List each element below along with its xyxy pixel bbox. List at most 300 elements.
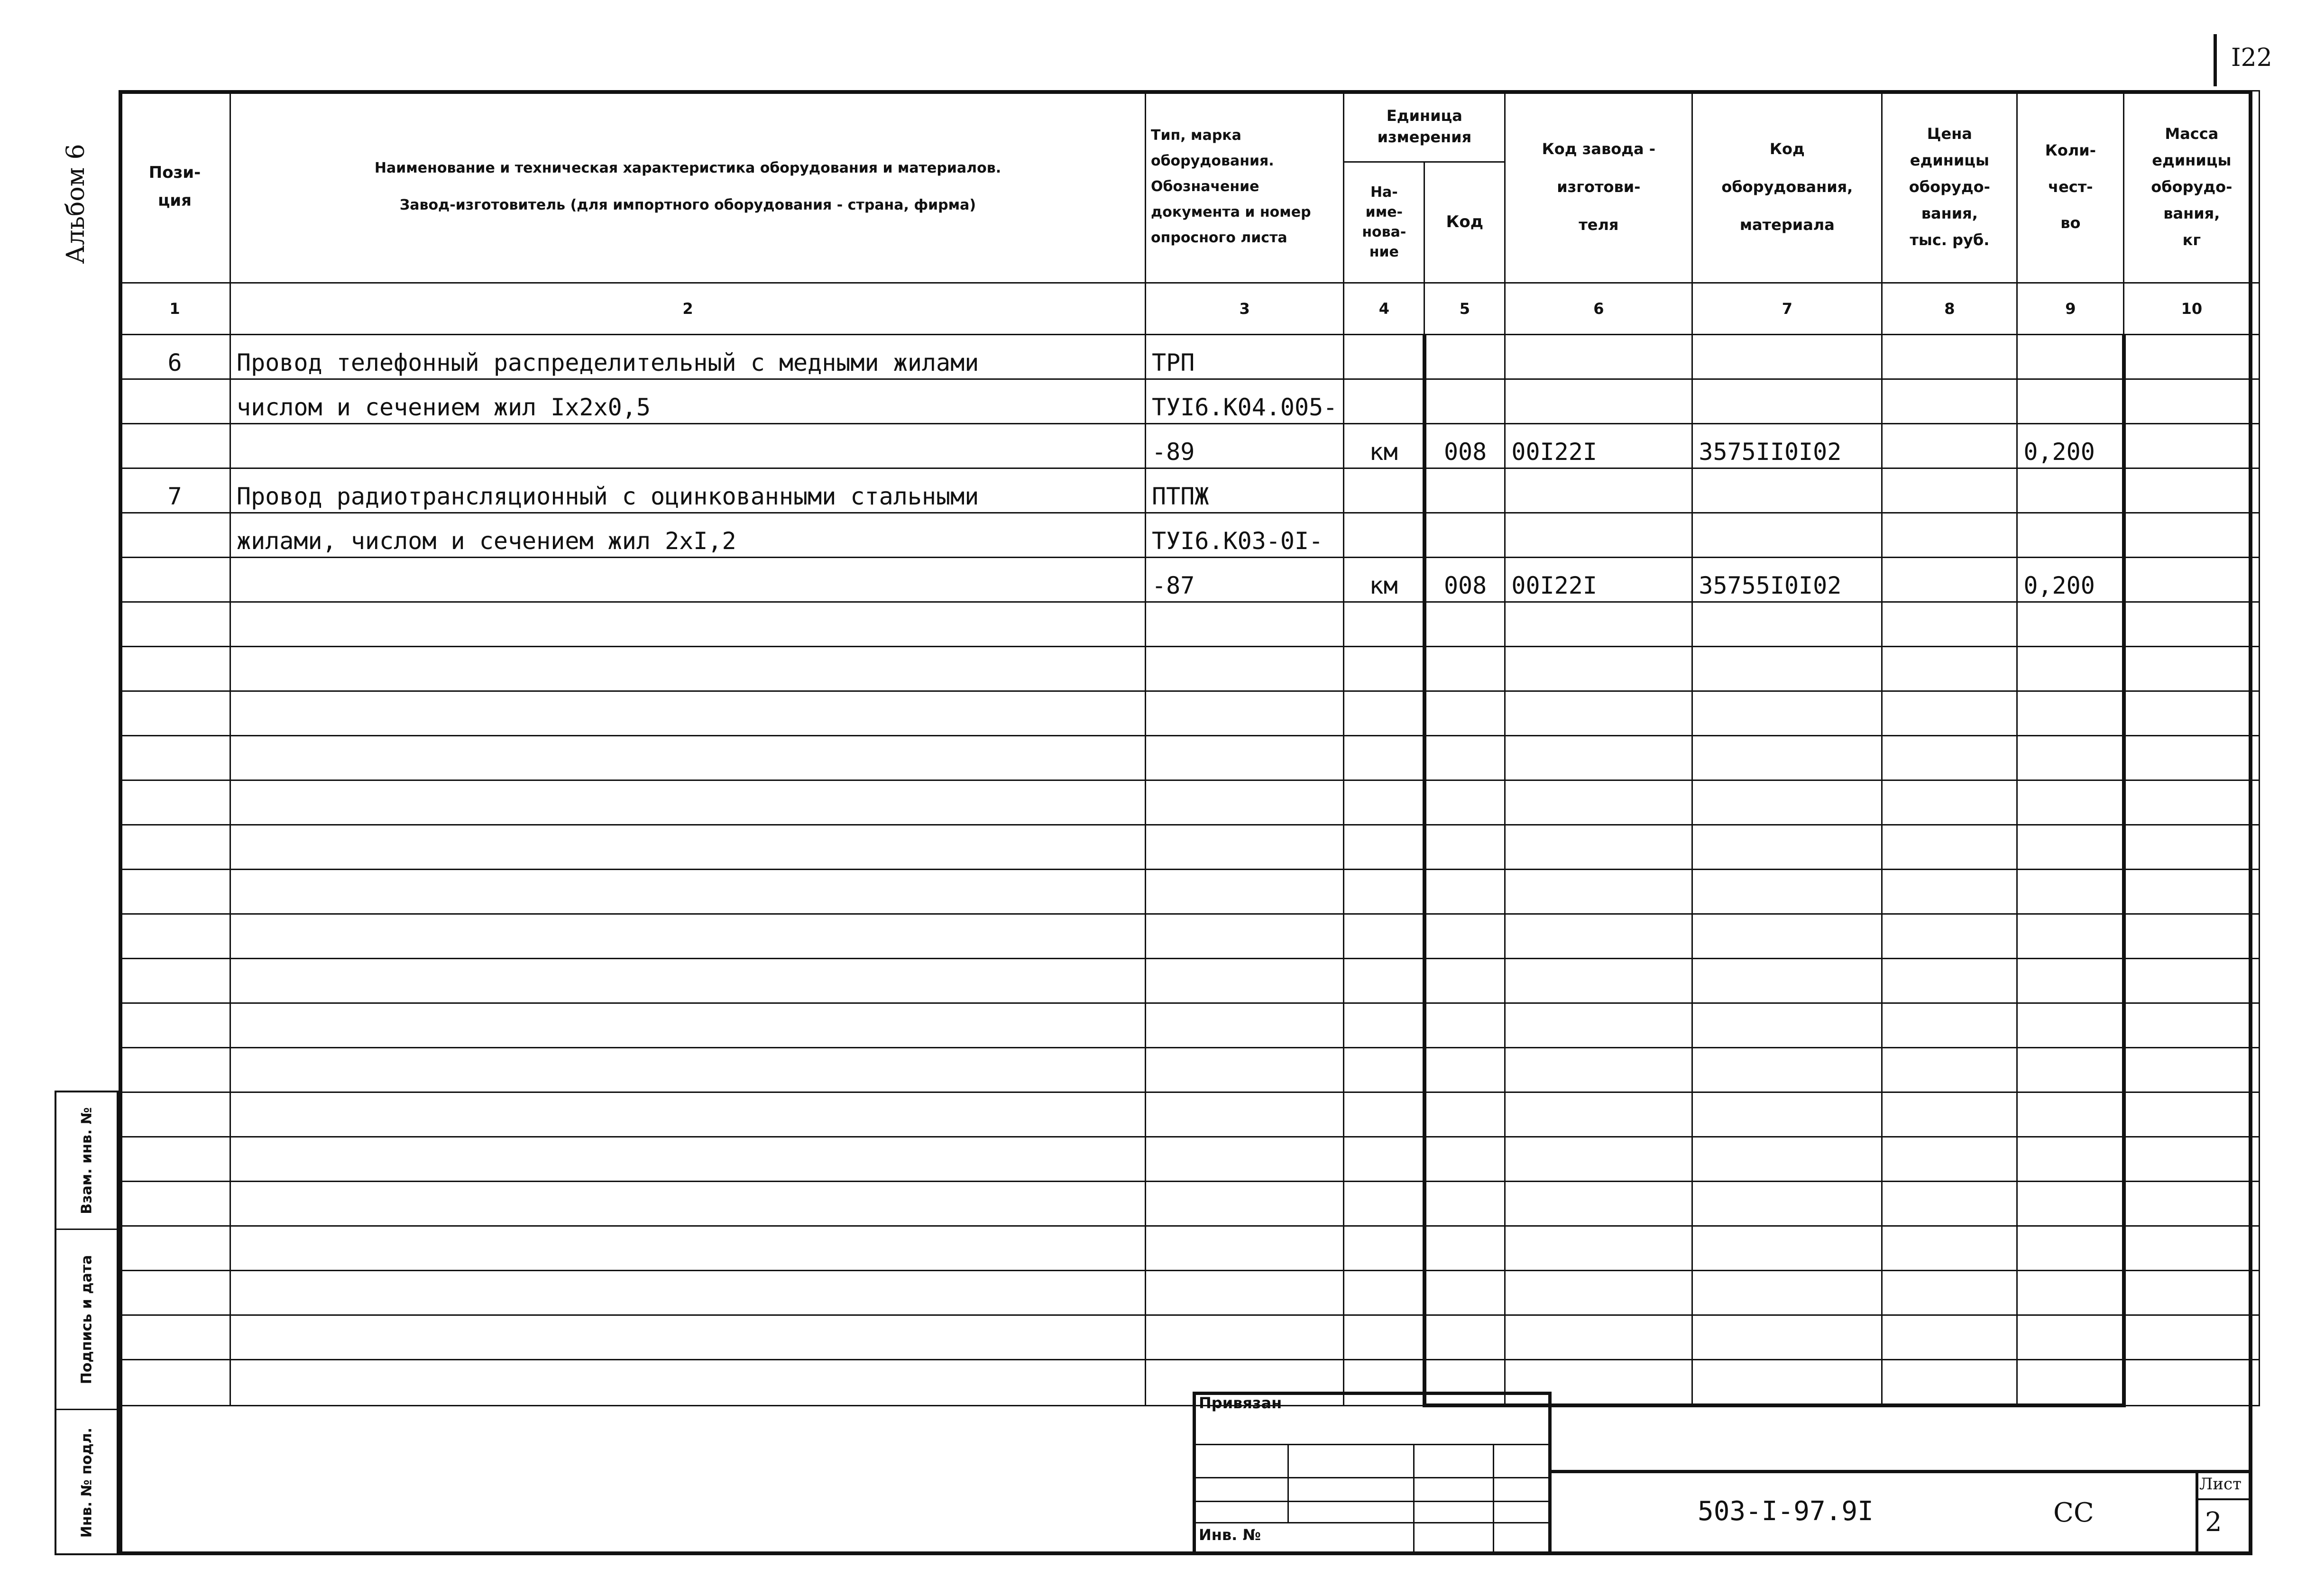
cell-unit bbox=[1344, 736, 1424, 780]
cell-unit bbox=[1344, 379, 1424, 424]
cell-equipment-code bbox=[1692, 959, 1882, 1003]
cell-position: 6 bbox=[119, 335, 230, 379]
header-unit-name: На- име- нова- ние bbox=[1344, 162, 1424, 283]
cell-price bbox=[1882, 647, 2017, 691]
cell-name: Провод телефонный распределительный с медными жилами bbox=[230, 335, 1146, 379]
cell-unit-code bbox=[1424, 647, 1505, 691]
header-plant-code: Код завода - изготови- теля bbox=[1505, 91, 1692, 283]
cell-price bbox=[1882, 513, 2017, 558]
table-row bbox=[119, 825, 2260, 870]
cell-unit-code bbox=[1424, 1092, 1505, 1137]
header-quantity: Коли- чест- во bbox=[2017, 91, 2124, 283]
cell-unit bbox=[1344, 1226, 1424, 1271]
cell-type: ТУI6.К04.005- bbox=[1146, 379, 1344, 424]
cell-price bbox=[1882, 1360, 2017, 1406]
cell-type bbox=[1146, 1315, 1344, 1360]
cell-quantity bbox=[2017, 1137, 2124, 1182]
table-row bbox=[119, 647, 2260, 691]
cell-unit bbox=[1344, 513, 1424, 558]
cell-unit-code bbox=[1424, 780, 1505, 825]
header-price: Цена единицы оборудо- вания, тыс. руб. bbox=[1882, 91, 2017, 283]
cell-plant-code bbox=[1505, 1182, 1692, 1226]
cell-mass bbox=[2124, 424, 2260, 468]
table-row bbox=[119, 379, 2260, 424]
cell-plant-code bbox=[1505, 1137, 1692, 1182]
cell-unit-code bbox=[1424, 1003, 1505, 1048]
cell-unit bbox=[1344, 870, 1424, 914]
cell-quantity bbox=[2017, 1315, 2124, 1360]
cell-mass bbox=[2124, 602, 2260, 647]
cell-unit bbox=[1344, 1048, 1424, 1092]
album-label: Альбом 6 bbox=[62, 144, 90, 264]
cell-name: Провод радиотрансляционный с оцинкованными стальными bbox=[230, 468, 1146, 513]
header-equipment-code: Код оборудования, материала bbox=[1692, 91, 1882, 283]
header-name-line2: Завод-изготовитель (для импортного оборудования - страна, фирма) bbox=[399, 197, 976, 213]
cell-unit-code: 008 bbox=[1424, 558, 1505, 602]
cell-unit-code bbox=[1424, 691, 1505, 736]
cell-position bbox=[119, 780, 230, 825]
title-block-privyazan: Привязан bbox=[1199, 1394, 1282, 1412]
cell-equipment-code bbox=[1692, 1003, 1882, 1048]
table-row bbox=[119, 870, 2260, 914]
cell-mass bbox=[2124, 870, 2260, 914]
cell-unit bbox=[1344, 691, 1424, 736]
cell-unit-code bbox=[1424, 1271, 1505, 1315]
cell-unit bbox=[1344, 1360, 1424, 1406]
cell-name bbox=[230, 1003, 1146, 1048]
cell-unit: км bbox=[1344, 424, 1424, 468]
cell-name bbox=[230, 602, 1146, 647]
cell-position bbox=[119, 558, 230, 602]
title-block-inv-no: Инв. № bbox=[1199, 1526, 1261, 1544]
colnum-5: 5 bbox=[1424, 283, 1505, 335]
cell-type bbox=[1146, 914, 1344, 959]
cell-equipment-code: 35755I0I02 bbox=[1692, 558, 1882, 602]
cell-unit-code bbox=[1424, 914, 1505, 959]
cell-plant-code bbox=[1505, 736, 1692, 780]
cell-price bbox=[1882, 1182, 2017, 1226]
cell-unit bbox=[1344, 1137, 1424, 1182]
cell-equipment-code: 3575II0I02 bbox=[1692, 424, 1882, 468]
cell-price bbox=[1882, 1271, 2017, 1315]
cell-quantity: 0,200 bbox=[2017, 558, 2124, 602]
cell-type bbox=[1146, 1226, 1344, 1271]
table-body bbox=[119, 335, 2260, 1406]
cell-plant-code bbox=[1505, 513, 1692, 558]
cell-type bbox=[1146, 691, 1344, 736]
cell-type bbox=[1146, 736, 1344, 780]
cell-mass bbox=[2124, 1092, 2260, 1137]
table-row bbox=[119, 736, 2260, 780]
title-block-doc-code: 503-I-97.9I bbox=[1698, 1496, 1874, 1527]
cell-quantity bbox=[2017, 780, 2124, 825]
cell-price bbox=[1882, 602, 2017, 647]
cell-plant-code bbox=[1505, 780, 1692, 825]
cell-plant-code: 00I22I bbox=[1505, 558, 1692, 602]
cell-unit bbox=[1344, 914, 1424, 959]
cell-mass bbox=[2124, 468, 2260, 513]
cell-plant-code bbox=[1505, 1271, 1692, 1315]
stamp-podpis-data: Подпись и дата bbox=[78, 1255, 95, 1384]
table-row bbox=[119, 1360, 2260, 1406]
cell-position bbox=[119, 1226, 230, 1271]
stamp-vzam-inv: Взам. инв. № bbox=[78, 1107, 95, 1214]
cell-price bbox=[1882, 780, 2017, 825]
cell-unit bbox=[1344, 1003, 1424, 1048]
table-row bbox=[119, 914, 2260, 959]
cell-unit-code bbox=[1424, 1182, 1505, 1226]
table-row bbox=[119, 1226, 2260, 1271]
cell-mass bbox=[2124, 1048, 2260, 1092]
cell-equipment-code bbox=[1692, 647, 1882, 691]
cell-quantity bbox=[2017, 691, 2124, 736]
cell-position bbox=[119, 870, 230, 914]
cell-equipment-code bbox=[1692, 736, 1882, 780]
cell-quantity bbox=[2017, 1048, 2124, 1092]
table-row bbox=[119, 1182, 2260, 1226]
cell-unit-code bbox=[1424, 736, 1505, 780]
cell-name bbox=[230, 914, 1146, 959]
colnum-3: 3 bbox=[1146, 283, 1344, 335]
cell-quantity bbox=[2017, 602, 2124, 647]
cell-price bbox=[1882, 424, 2017, 468]
cell-position bbox=[119, 1360, 230, 1406]
cell-position bbox=[119, 1182, 230, 1226]
cell-position bbox=[119, 1271, 230, 1315]
cell-unit bbox=[1344, 825, 1424, 870]
table-row bbox=[119, 335, 2260, 379]
cell-position bbox=[119, 513, 230, 558]
cell-plant-code bbox=[1505, 468, 1692, 513]
cell-quantity bbox=[2017, 379, 2124, 424]
cell-equipment-code bbox=[1692, 1182, 1882, 1226]
cell-unit bbox=[1344, 780, 1424, 825]
cell-mass bbox=[2124, 558, 2260, 602]
cell-type: ТУI6.К03-0I- bbox=[1146, 513, 1344, 558]
cell-unit-code bbox=[1424, 1048, 1505, 1092]
cell-quantity bbox=[2017, 959, 2124, 1003]
cell-plant-code bbox=[1505, 1048, 1692, 1092]
cell-mass bbox=[2124, 513, 2260, 558]
cell-unit-code: 008 bbox=[1424, 424, 1505, 468]
cell-position bbox=[119, 736, 230, 780]
side-stamp bbox=[55, 1091, 119, 1555]
table-row bbox=[119, 691, 2260, 736]
cell-mass bbox=[2124, 335, 2260, 379]
cell-plant-code bbox=[1505, 335, 1692, 379]
cell-plant-code bbox=[1505, 1003, 1692, 1048]
cell-position bbox=[119, 379, 230, 424]
header-position: Пози- ция bbox=[119, 91, 230, 283]
cell-price bbox=[1882, 335, 2017, 379]
cell-type bbox=[1146, 1048, 1344, 1092]
cell-type: -89 bbox=[1146, 424, 1344, 468]
cell-type bbox=[1146, 1003, 1344, 1048]
cell-unit bbox=[1344, 1315, 1424, 1360]
cell-equipment-code bbox=[1692, 1226, 1882, 1271]
cell-name bbox=[230, 959, 1146, 1003]
cell-quantity bbox=[2017, 736, 2124, 780]
cell-equipment-code bbox=[1692, 914, 1882, 959]
cell-unit-code bbox=[1424, 602, 1505, 647]
cell-price bbox=[1882, 558, 2017, 602]
title-block-list-label: Лист bbox=[2199, 1475, 2242, 1494]
cell-position bbox=[119, 825, 230, 870]
cell-equipment-code bbox=[1692, 379, 1882, 424]
cell-unit bbox=[1344, 647, 1424, 691]
table-row bbox=[119, 602, 2260, 647]
colnum-9: 9 bbox=[2017, 283, 2124, 335]
cell-name bbox=[230, 736, 1146, 780]
cell-mass bbox=[2124, 1315, 2260, 1360]
cell-price bbox=[1882, 1048, 2017, 1092]
cell-quantity bbox=[2017, 1003, 2124, 1048]
colnum-4: 4 bbox=[1344, 283, 1424, 335]
table-row bbox=[119, 1315, 2260, 1360]
table-row bbox=[119, 780, 2260, 825]
header-type: Тип, марка оборудования. Обозначение документа и номер опросного листа bbox=[1146, 91, 1344, 283]
stamp-vzam-inv-cell bbox=[56, 1092, 117, 1230]
cell-name bbox=[230, 1137, 1146, 1182]
cell-quantity bbox=[2017, 1271, 2124, 1315]
cell-mass bbox=[2124, 1360, 2260, 1406]
cell-price bbox=[1882, 1137, 2017, 1182]
cell-equipment-code bbox=[1692, 1360, 1882, 1406]
table-row bbox=[119, 1092, 2260, 1137]
cell-mass bbox=[2124, 691, 2260, 736]
cell-name bbox=[230, 870, 1146, 914]
cell-type: ТРП bbox=[1146, 335, 1344, 379]
cell-unit-code bbox=[1424, 1315, 1505, 1360]
cell-plant-code bbox=[1505, 825, 1692, 870]
cell-equipment-code bbox=[1692, 780, 1882, 825]
cell-mass bbox=[2124, 914, 2260, 959]
cell-plant-code bbox=[1505, 1315, 1692, 1360]
cell-type: -87 bbox=[1146, 558, 1344, 602]
cell-name bbox=[230, 1271, 1146, 1315]
cell-type bbox=[1146, 1182, 1344, 1226]
cell-name bbox=[230, 825, 1146, 870]
colnum-7: 7 bbox=[1692, 283, 1882, 335]
cell-mass bbox=[2124, 1182, 2260, 1226]
cell-quantity bbox=[2017, 1092, 2124, 1137]
cell-mass bbox=[2124, 780, 2260, 825]
cell-unit-code bbox=[1424, 959, 1505, 1003]
cell-equipment-code bbox=[1692, 870, 1882, 914]
cell-type: ПТПЖ bbox=[1146, 468, 1344, 513]
cell-position bbox=[119, 1137, 230, 1182]
cell-equipment-code bbox=[1692, 1315, 1882, 1360]
cell-equipment-code bbox=[1692, 468, 1882, 513]
cell-position bbox=[119, 1092, 230, 1137]
cell-price bbox=[1882, 736, 2017, 780]
cell-equipment-code bbox=[1692, 1271, 1882, 1315]
cell-unit-code bbox=[1424, 1226, 1505, 1271]
cell-type bbox=[1146, 959, 1344, 1003]
cell-equipment-code bbox=[1692, 1092, 1882, 1137]
cell-name: жилами, числом и сечением жил 2хI,2 bbox=[230, 513, 1146, 558]
cell-type bbox=[1146, 1092, 1344, 1137]
cell-position bbox=[119, 1315, 230, 1360]
cell-name bbox=[230, 424, 1146, 468]
cell-unit bbox=[1344, 959, 1424, 1003]
cell-unit-code bbox=[1424, 1360, 1505, 1406]
cell-unit bbox=[1344, 468, 1424, 513]
table-row bbox=[119, 1003, 2260, 1048]
cell-name bbox=[230, 691, 1146, 736]
cell-price bbox=[1882, 825, 2017, 870]
cell-name bbox=[230, 780, 1146, 825]
album-label-box bbox=[57, 142, 95, 266]
cell-quantity bbox=[2017, 468, 2124, 513]
cell-quantity bbox=[2017, 825, 2124, 870]
stamp-podpis-cell bbox=[56, 1230, 117, 1410]
cell-position bbox=[119, 647, 230, 691]
cell-price bbox=[1882, 379, 2017, 424]
cell-unit-code bbox=[1424, 513, 1505, 558]
cell-price bbox=[1882, 468, 2017, 513]
colnum-6: 6 bbox=[1505, 283, 1692, 335]
cell-unit-code bbox=[1424, 825, 1505, 870]
cell-mass bbox=[2124, 1137, 2260, 1182]
sheet-number: I22 bbox=[2231, 44, 2272, 72]
cell-quantity bbox=[2017, 1226, 2124, 1271]
cell-equipment-code bbox=[1692, 825, 1882, 870]
cell-unit bbox=[1344, 335, 1424, 379]
cell-unit bbox=[1344, 1092, 1424, 1137]
cell-equipment-code bbox=[1692, 513, 1882, 558]
cell-plant-code bbox=[1505, 1092, 1692, 1137]
cell-position bbox=[119, 1048, 230, 1092]
cell-plant-code bbox=[1505, 1226, 1692, 1271]
table-row bbox=[119, 959, 2260, 1003]
sheet-number-box bbox=[2214, 34, 2297, 86]
cell-plant-code bbox=[1505, 647, 1692, 691]
colnum-1: 1 bbox=[119, 283, 230, 335]
cell-name bbox=[230, 1182, 1146, 1226]
cell-plant-code: 00I22I bbox=[1505, 424, 1692, 468]
cell-position bbox=[119, 691, 230, 736]
cell-price bbox=[1882, 1092, 2017, 1137]
colnum-10: 10 bbox=[2124, 283, 2260, 335]
cell-price bbox=[1882, 959, 2017, 1003]
cell-name bbox=[230, 1360, 1146, 1406]
cell-equipment-code bbox=[1692, 691, 1882, 736]
cell-name bbox=[230, 1048, 1146, 1092]
colnum-2: 2 bbox=[230, 283, 1146, 335]
header-unit-group: Единица измерения bbox=[1344, 91, 1505, 162]
cell-quantity bbox=[2017, 335, 2124, 379]
cell-type bbox=[1146, 647, 1344, 691]
table-row bbox=[119, 1137, 2260, 1182]
cell-position: 7 bbox=[119, 468, 230, 513]
cell-price bbox=[1882, 1003, 2017, 1048]
cell-type bbox=[1146, 1271, 1344, 1315]
header-name-line1: Наименование и техническая характеристика оборудования и материалов. bbox=[374, 160, 1001, 176]
cell-quantity bbox=[2017, 914, 2124, 959]
cell-unit-code bbox=[1424, 468, 1505, 513]
table-row bbox=[119, 424, 2260, 468]
cell-name bbox=[230, 1315, 1146, 1360]
header-unit-code: Код bbox=[1424, 162, 1505, 283]
cell-unit bbox=[1344, 1182, 1424, 1226]
cell-type bbox=[1146, 780, 1344, 825]
cell-name: числом и сечением жил Iх2х0,5 bbox=[230, 379, 1146, 424]
cell-mass bbox=[2124, 959, 2260, 1003]
table-row bbox=[119, 558, 2260, 602]
stamp-inv-podl-cell bbox=[56, 1410, 117, 1555]
cell-unit bbox=[1344, 602, 1424, 647]
cell-plant-code bbox=[1505, 959, 1692, 1003]
cell-type bbox=[1146, 825, 1344, 870]
cell-equipment-code bbox=[1692, 1137, 1882, 1182]
cell-position bbox=[119, 424, 230, 468]
cell-mass bbox=[2124, 1003, 2260, 1048]
specification-table bbox=[119, 90, 2260, 1407]
table-row bbox=[119, 468, 2260, 513]
table-row bbox=[119, 1271, 2260, 1315]
cell-quantity: 0,200 bbox=[2017, 424, 2124, 468]
cell-plant-code bbox=[1505, 870, 1692, 914]
stamp-inv-podl: Инв. № подл. bbox=[78, 1427, 95, 1538]
cell-equipment-code bbox=[1692, 335, 1882, 379]
cell-price bbox=[1882, 870, 2017, 914]
cell-quantity bbox=[2017, 513, 2124, 558]
cell-equipment-code bbox=[1692, 602, 1882, 647]
cell-mass bbox=[2124, 379, 2260, 424]
cell-name bbox=[230, 647, 1146, 691]
header-mass: Масса единицы оборудо- вания, кг bbox=[2124, 91, 2260, 283]
cell-quantity bbox=[2017, 647, 2124, 691]
cell-position bbox=[119, 602, 230, 647]
cell-mass bbox=[2124, 1226, 2260, 1271]
cell-mass bbox=[2124, 736, 2260, 780]
title-block-list-value: 2 bbox=[2205, 1507, 2222, 1538]
cell-name bbox=[230, 1092, 1146, 1137]
cell-equipment-code bbox=[1692, 1048, 1882, 1092]
cell-name bbox=[230, 558, 1146, 602]
cell-price bbox=[1882, 1315, 2017, 1360]
colnum-8: 8 bbox=[1882, 283, 2017, 335]
cell-quantity bbox=[2017, 1182, 2124, 1226]
cell-unit-code bbox=[1424, 335, 1505, 379]
cell-unit-code bbox=[1424, 1137, 1505, 1182]
cell-quantity bbox=[2017, 1360, 2124, 1406]
cell-mass bbox=[2124, 647, 2260, 691]
cell-position bbox=[119, 959, 230, 1003]
table-row bbox=[119, 1048, 2260, 1092]
cell-mass bbox=[2124, 1271, 2260, 1315]
cell-type bbox=[1146, 602, 1344, 647]
cell-price bbox=[1882, 914, 2017, 959]
cell-price bbox=[1882, 1226, 2017, 1271]
cell-price bbox=[1882, 691, 2017, 736]
cell-name bbox=[230, 1226, 1146, 1271]
cell-position bbox=[119, 914, 230, 959]
cell-unit: км bbox=[1344, 558, 1424, 602]
cell-quantity bbox=[2017, 870, 2124, 914]
cell-plant-code bbox=[1505, 602, 1692, 647]
cell-unit bbox=[1344, 1271, 1424, 1315]
cell-plant-code bbox=[1505, 379, 1692, 424]
cell-unit-code bbox=[1424, 870, 1505, 914]
cell-unit-code bbox=[1424, 379, 1505, 424]
cell-plant-code bbox=[1505, 691, 1692, 736]
cell-position bbox=[119, 1003, 230, 1048]
cell-type bbox=[1146, 1137, 1344, 1182]
table-row bbox=[119, 513, 2260, 558]
cell-plant-code bbox=[1505, 1360, 1692, 1406]
